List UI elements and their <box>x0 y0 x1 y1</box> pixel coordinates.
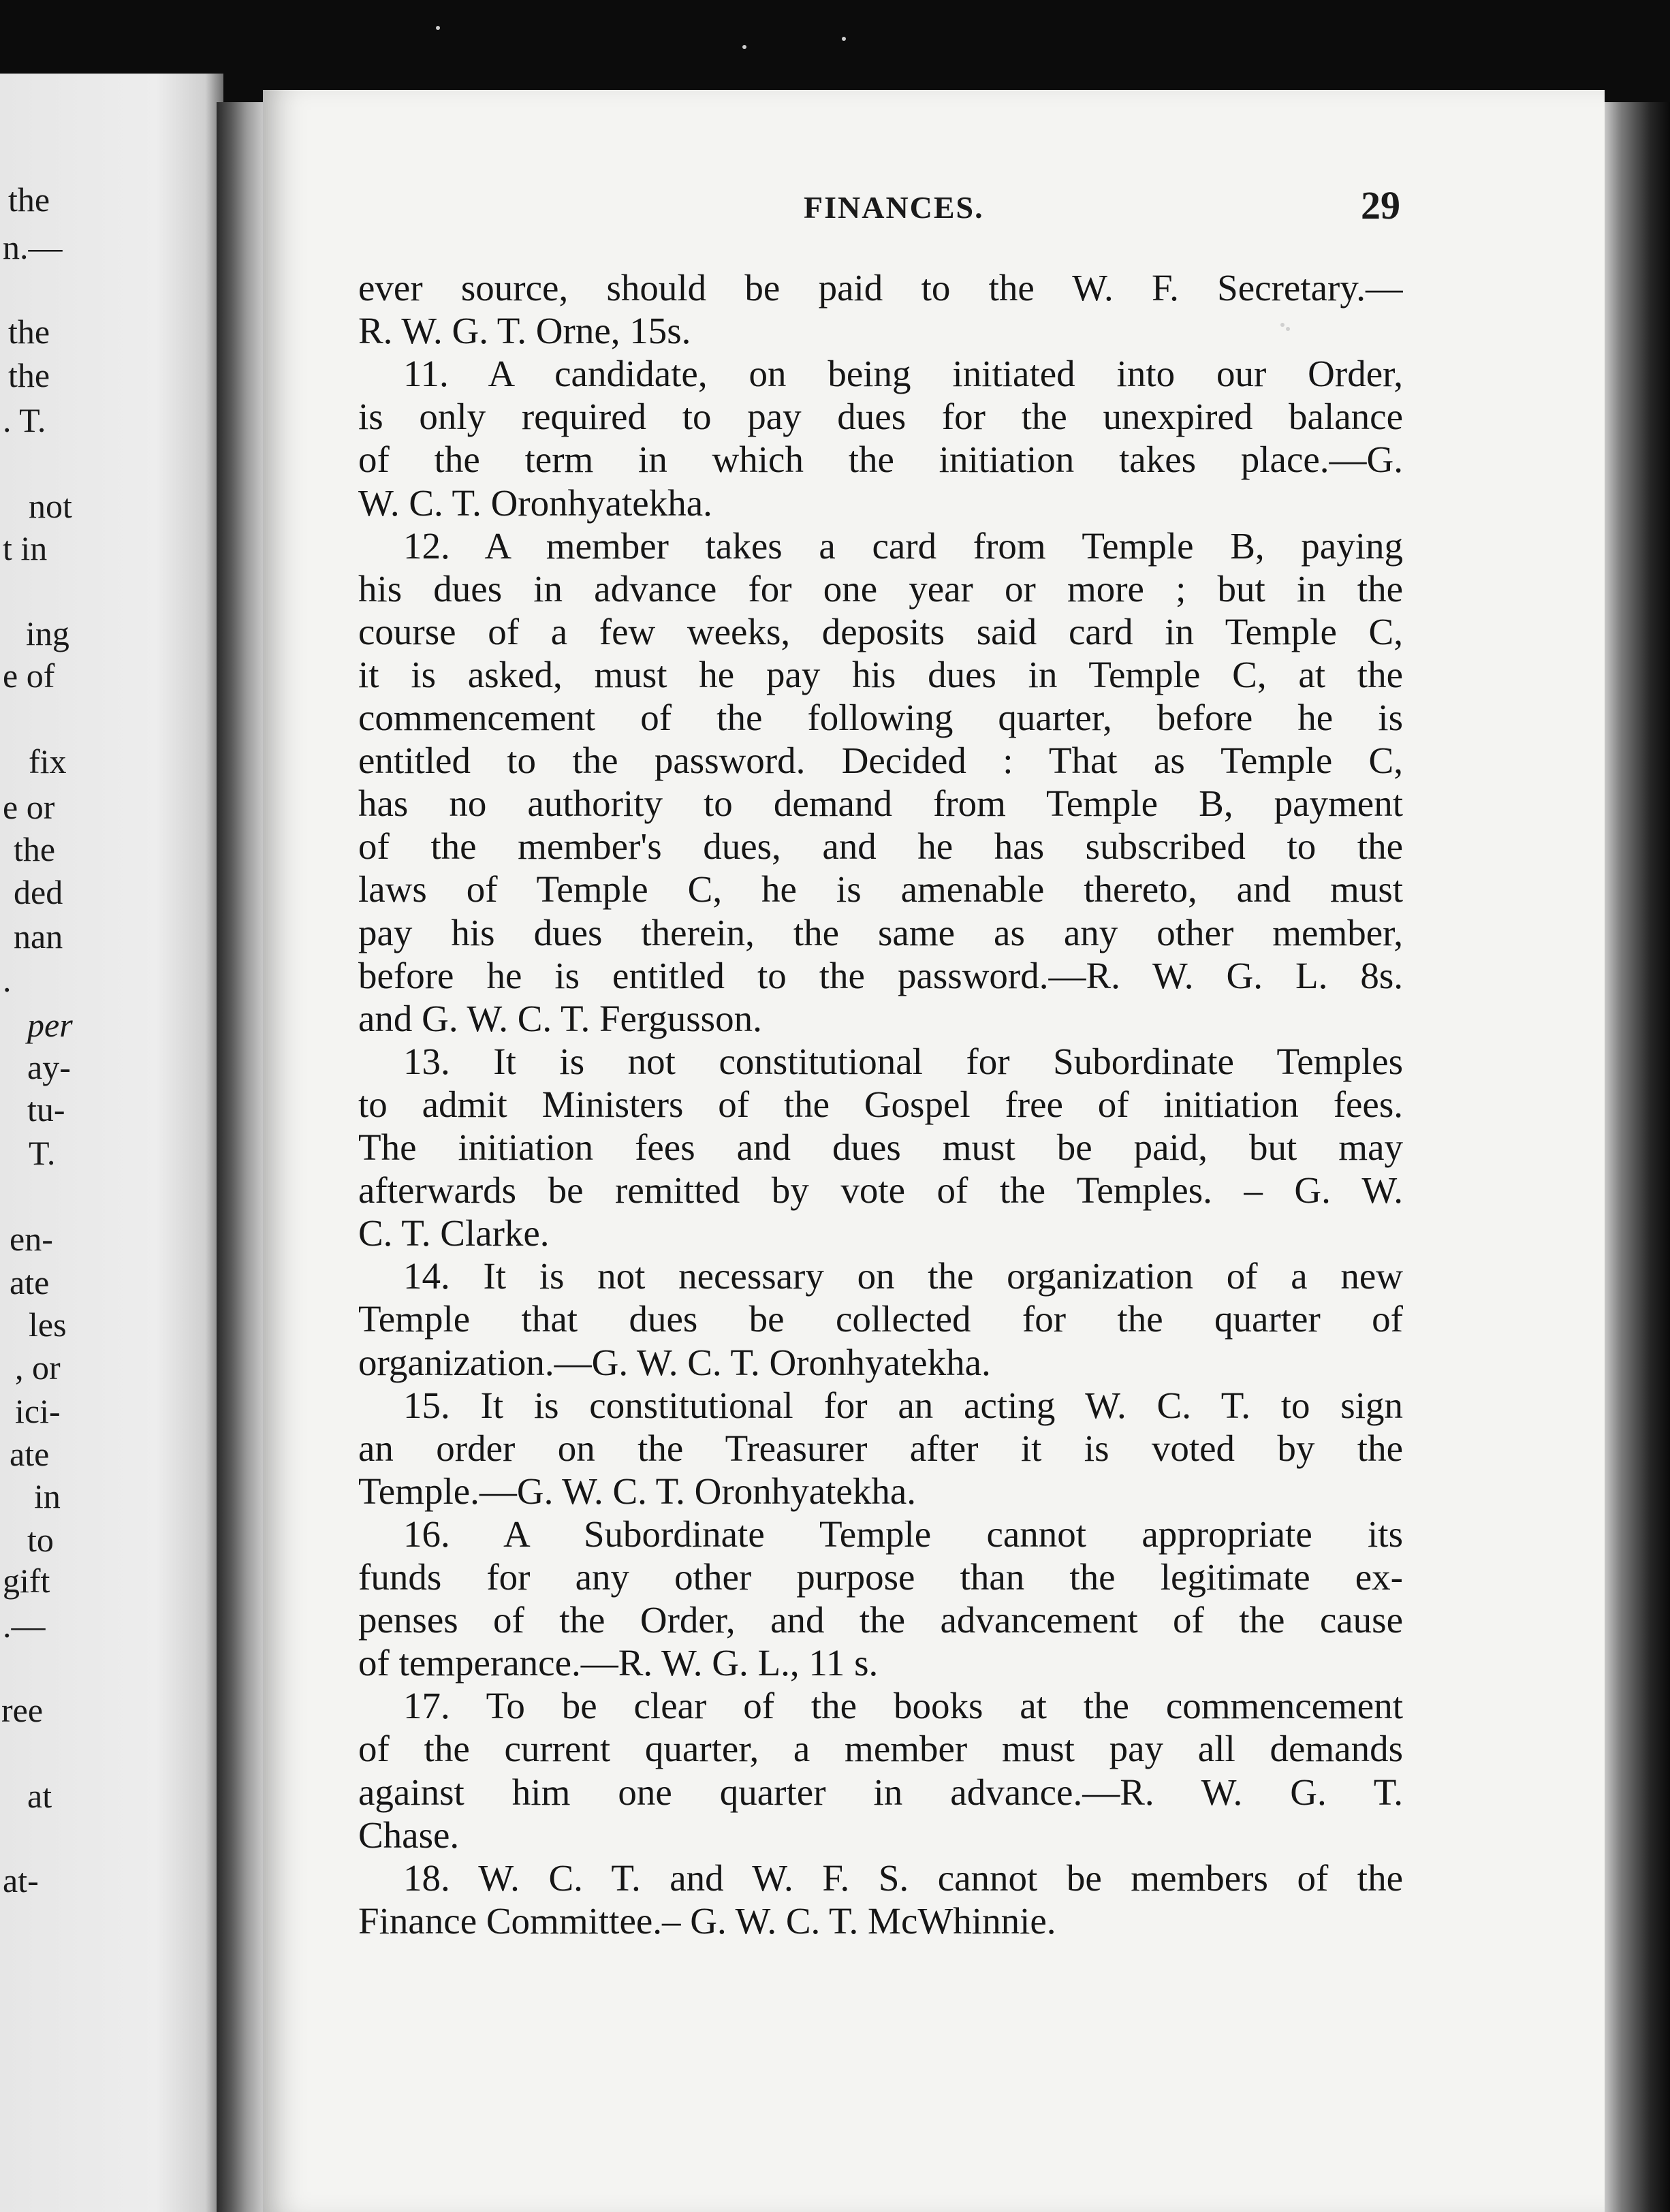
left-page-fragment: per <box>27 1006 73 1044</box>
left-page-fragment: fix <box>29 742 67 780</box>
text-line: afterwards be remitted by vote of the Temples. – G. W. <box>358 1169 1403 1211</box>
text-line: penses of the Order, and the advancement of the cause <box>358 1599 1403 1641</box>
running-head: FINANCES. <box>804 190 984 225</box>
text-line: laws of Temple C, he is amenable thereto, and must <box>358 868 1403 910</box>
text-line: 16. A Subordinate Temple cannot appropriate its <box>403 1513 1403 1555</box>
text-line: pay his dues therein, the same as any other member, <box>358 912 1403 953</box>
text-line: 18. W. C. T. and W. F. S. cannot be members of the <box>403 1857 1403 1899</box>
text-line: 17. To be clear of the books at the commencement <box>403 1685 1403 1726</box>
text-line: an order on the Treasurer after it is voted by the <box>358 1427 1403 1469</box>
left-page-fragment: e or <box>3 788 55 826</box>
left-page-fragment: ate <box>10 1263 50 1301</box>
left-page-fragment: e of <box>3 657 55 695</box>
speck <box>742 45 746 49</box>
left-page-fragment: the <box>8 356 50 394</box>
page-right-edge <box>1605 102 1670 2212</box>
left-page-fragment: tu- <box>27 1090 65 1128</box>
left-page-fragment: not <box>29 487 72 525</box>
text-line: C. T. Clarke. <box>358 1212 550 1254</box>
text-line: of the member's dues, and he has subscribed to the <box>358 825 1403 867</box>
text-line: it is asked, must he pay his dues in Temple C, at the <box>358 654 1403 695</box>
left-page-fragment: n.— <box>3 228 63 266</box>
text-line: has no authority to demand from Temple B, payment <box>358 783 1403 824</box>
left-page-edge <box>0 74 223 2212</box>
speck <box>1280 323 1285 327</box>
text-line: is only required to pay dues for the unexpired balance <box>358 396 1403 437</box>
text-line: Chase. <box>358 1814 460 1856</box>
left-page-fragment: ay- <box>27 1048 71 1086</box>
left-page-fragment: the <box>8 313 50 351</box>
text-line: entitled to the password. Decided : That as Temple C, <box>358 740 1403 781</box>
text-line: 15. It is constitutional for an acting W. C. T. to sign <box>403 1385 1403 1426</box>
left-page-fragment: the <box>8 180 50 219</box>
left-page-fragment: in <box>34 1477 61 1515</box>
text-line: W. C. T. Oronhyatekha. <box>358 482 712 524</box>
left-page-fragment: the <box>14 830 56 868</box>
speck <box>1286 327 1290 331</box>
text-line: his dues in advance for one year or more ; but in the <box>358 568 1403 610</box>
book-gutter <box>217 102 267 2212</box>
left-page-fragment: , or <box>15 1348 61 1387</box>
page-number: 29 <box>1361 183 1400 227</box>
text-line: to admit Ministers of the Gospel free of initiation fees. <box>358 1084 1403 1125</box>
text-line: against him one quarter in advance.—R. W. G. T. <box>358 1771 1403 1813</box>
left-page-fragment: at <box>27 1777 52 1815</box>
left-page-fragment: ded <box>14 873 63 911</box>
text-line: R. W. G. T. Orne, 15s. <box>358 310 691 351</box>
left-page-fragment: ate <box>10 1435 50 1473</box>
text-line: Finance Committee.– G. W. C. T. McWhinnie. <box>358 1900 1056 1942</box>
left-page-fragment: T. <box>29 1134 56 1172</box>
left-page-fragment: . <box>3 961 12 999</box>
text-line: 14. It is not necessary on the organization of a new <box>403 1255 1403 1297</box>
left-page-fragment: . T. <box>3 401 46 439</box>
text-line: course of a few weeks, deposits said card in Temple C, <box>358 611 1403 652</box>
text-line: of the term in which the initiation takes place.—G. <box>358 439 1403 480</box>
text-line: Temple that dues be collected for the quarter of <box>358 1298 1403 1340</box>
speck <box>842 37 846 41</box>
left-page-fragment: ici- <box>15 1392 61 1430</box>
left-page-fragment: ing <box>26 614 69 652</box>
text-line: 11. A candidate, on being initiated into our Order, <box>403 353 1403 394</box>
left-page-fragment: .— <box>3 1607 46 1645</box>
text-line: Temple.—G. W. C. T. Oronhyatekha. <box>358 1470 916 1512</box>
text-line: organization.—G. W. C. T. Oronhyatekha. <box>358 1342 991 1383</box>
text-line: commencement of the following quarter, before he is <box>358 697 1403 738</box>
left-page-fragment: nan <box>14 917 63 955</box>
text-line: The initiation fees and dues must be paid, but may <box>358 1126 1403 1168</box>
text-line: ever source, should be paid to the W. F. Secretary.— <box>358 267 1403 309</box>
text-line: 12. A member takes a card from Temple B, paying <box>403 525 1403 567</box>
left-page-fragment: t in <box>3 529 48 567</box>
left-page-fragment: en- <box>10 1220 53 1258</box>
left-page-fragment: ree <box>1 1691 44 1729</box>
text-line: 13. It is not constitutional for Subordinate Temples <box>403 1041 1403 1082</box>
left-page-fragment: gift <box>3 1562 50 1600</box>
text-line: of temperance.—R. W. G. L., 11 s. <box>358 1642 879 1684</box>
left-page-fragment: les <box>29 1306 67 1344</box>
text-line: before he is entitled to the password.—R. W. G. L. 8s. <box>358 955 1403 996</box>
speck <box>436 26 440 30</box>
left-page-fragment: at- <box>3 1861 39 1899</box>
left-page-fragment: to <box>27 1521 54 1559</box>
text-line: funds for any other purpose than the legitimate ex- <box>358 1556 1403 1598</box>
text-line: and G. W. C. T. Fergusson. <box>358 998 762 1039</box>
text-line: of the current quarter, a member must pay all demands <box>358 1728 1403 1769</box>
